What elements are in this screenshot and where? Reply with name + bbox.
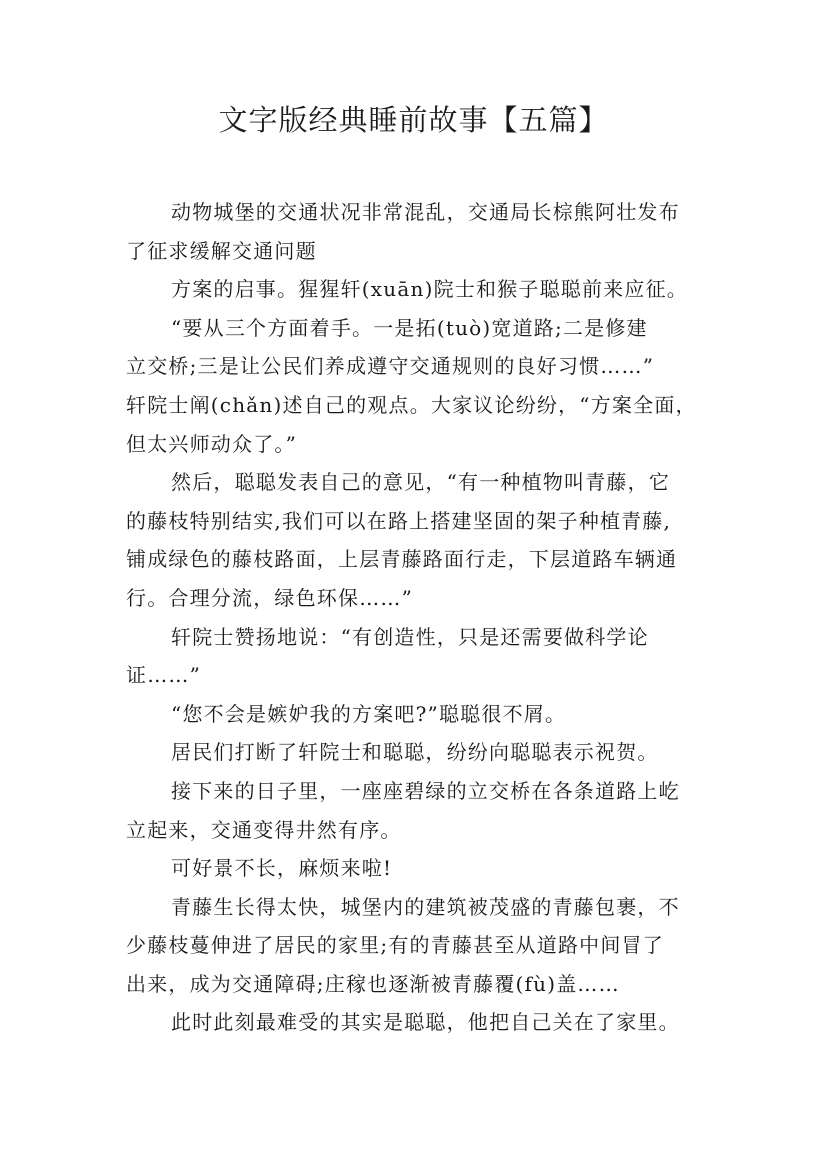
text-line: 证……” bbox=[126, 663, 202, 688]
text-line: 可好景不长，麻烦来啦! bbox=[171, 856, 393, 881]
text-line: 少藤枝蔓伸进了居民的家里;有的青藤甚至从道路中间冒了 bbox=[126, 933, 664, 958]
story-body bbox=[126, 193, 716, 1042]
text-line: 的藤枝特别结实,我们可以在路上搭建坚固的架子种植青藤, bbox=[126, 508, 672, 533]
text-line: 接下来的日子里，一座座碧绿的立交桥在各条道路上屹 bbox=[171, 778, 680, 803]
text-line: 青藤生长得太快，城堡内的建筑被茂盛的青藤包裹，不 bbox=[171, 894, 680, 919]
document-title: 文字版经典睡前故事【五篇】 bbox=[218, 103, 609, 137]
text-line: 了征求缓解交通问题 bbox=[126, 238, 317, 263]
text-line: 行。合理分流，绿色环保……” bbox=[126, 585, 414, 610]
text-line: 方案的启事。猩猩轩(xuān)院士和猴子聪聪前来应征。 bbox=[171, 277, 688, 302]
text-line: 但太兴师动众了。” bbox=[126, 431, 298, 456]
text-line: 居民们打断了轩院士和聪聪，纷纷向聪聪表示祝贺。 bbox=[171, 740, 659, 765]
text-line: 动物城堡的交通状况非常混乱，交通局长棕熊阿壮发布 bbox=[171, 200, 680, 224]
text-line: 轩院士阐(chǎn)述自己的观点。大家议论纷纷，“方案全面， bbox=[126, 392, 697, 417]
text-line: 立起来，交通变得井然有序。 bbox=[126, 817, 402, 842]
text-line: 轩院士赞扬地说：“有创造性，只是还需要做科学论 bbox=[171, 624, 649, 649]
text-line: 铺成绿色的藤枝路面，上层青藤路面行走，下层道路车辆通 bbox=[126, 547, 678, 572]
text-line: 出来，成为交通障碍;庄稼也逐渐被青藤覆(fù)盖…… bbox=[126, 971, 620, 996]
text-line: 此时此刻最难受的其实是聪聪，他把自己关在了家里。 bbox=[171, 1010, 680, 1035]
text-line: “要从三个方面着手。一是拓(tuò)宽道路;二是修建 bbox=[171, 315, 648, 340]
text-line: “您不会是嫉妒我的方案吧?”聪聪很不屑。 bbox=[171, 701, 567, 726]
text-line: 立交桥;三是让公民们养成遵守交通规则的良好习惯……” bbox=[126, 354, 655, 379]
text-line: 然后，聪聪发表自己的意见，“有一种植物叫青藤，它 bbox=[171, 470, 671, 495]
